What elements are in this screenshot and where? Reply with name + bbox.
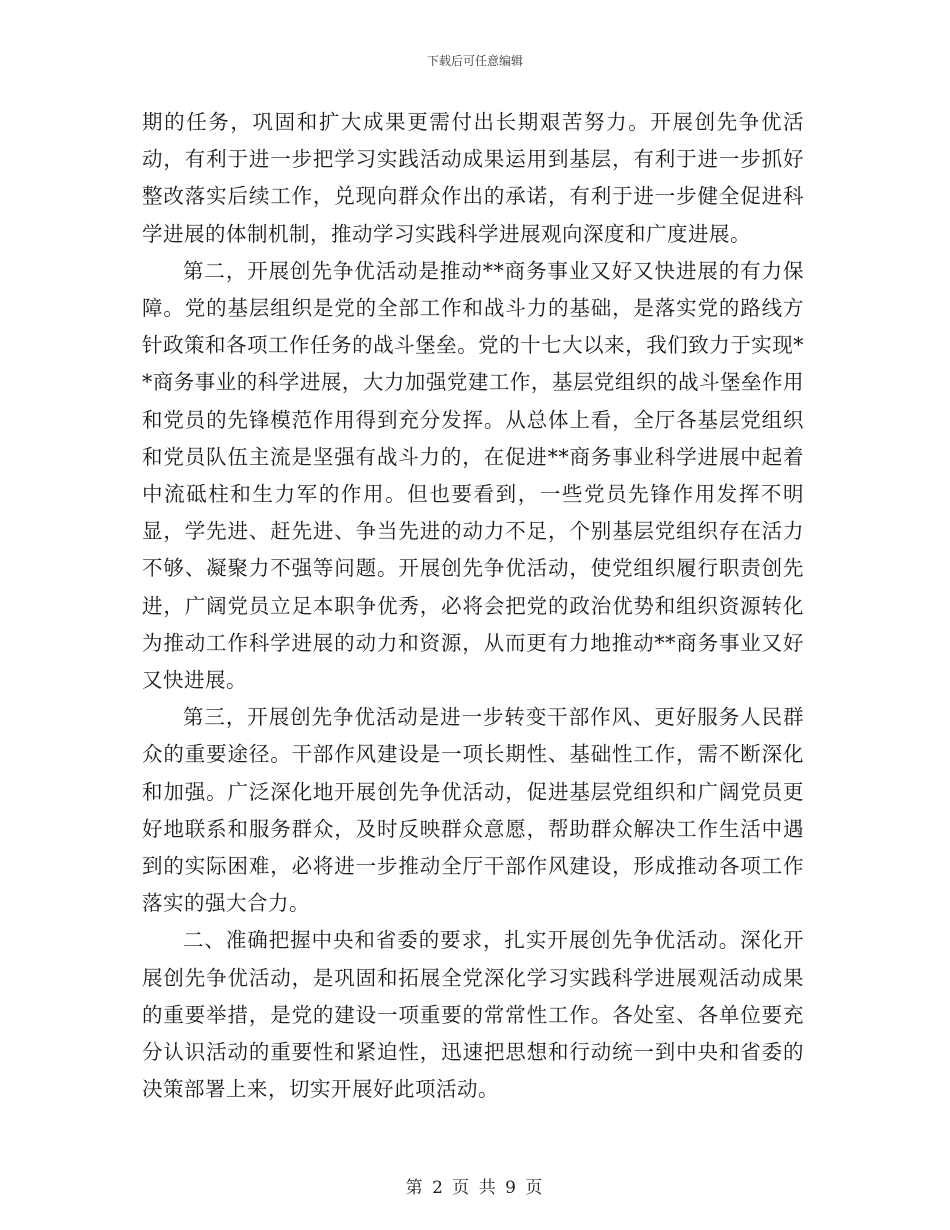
- paragraph-second-point: 第二，开展创先争优活动是推动**商务事业又好又快进展的有力保障。党的基层组织是党的全部工作和战斗力的基础，是落实党的路线方针政策和各项工作任务的战斗堡垒。党的十七大以来，我们致力于实现**商务事业的科学进展，大力加强党建工作，基层党组织的战斗堡垒作用和党员的先锋模范作用得到充分发挥。从总体上看，全厅各基层党组织和党员队伍主流是坚强有战斗力的，在促进**商务事业科学进展中起着中流砥柱和生力军的作用。但也要看到，一些党员先锋作用发挥不明显，学先进、赶先进、争当先进的动力不足，个别基层党组织存在活力不够、凝聚力不强等问题。开展创先争优活动，使党组织履行职责创先进，广阔党员立足本职争优秀，必将会把党的政治优势和组织资源转化为推动工作科学进展的动力和资源，从而更有力地推动**商务事业又好又快进展。: [142, 258, 804, 693]
- paragraph-continuation: 期的任务，巩固和扩大成果更需付出长期艰苦努力。开展创先争优活动，有利于进一步把学习实践活动成果运用到基层，有利于进一步抓好整改落实后续工作，兑现向群众作出的承诺，有利于进一步健全促进科学进展的体制机制，推动学习实践科学进展观向深度和广度进展。: [142, 110, 804, 246]
- paragraph-third-point: 第三，开展创先争优活动是进一步转变干部作风、更好服务人民群众的重要途径。干部作风建设是一项长期性、基础性工作，需不断深化和加强。广泛深化地开展创先争优活动，促进基层党组织和广阔党员更好地联系和服务群众，及时反映群众意愿，帮助群众解决工作生活中遇到的实际困难，必将进一步推动全厅干部作风建设，形成推动各项工作落实的强大合力。: [142, 705, 804, 916]
- paragraph-section-two: 二、准确把握中央和省委的要求，扎实开展创先争优活动。深化开展创先争优活动，是巩固和拓展全党深化学习实践科学进展观活动成果的重要举措，是党的建设一项重要的常常性工作。各处室、各单位要充分认识活动的重要性和紧迫性，迅速把思想和行动统一到中央和省委的决策部署上来，切实开展好此项活动。: [142, 928, 804, 1102]
- page-header-note: 下载后可任意编辑: [426, 54, 523, 68]
- document-body: [142, 104, 804, 1108]
- page-number: 第 2 页 共 9 页: [405, 1178, 545, 1198]
